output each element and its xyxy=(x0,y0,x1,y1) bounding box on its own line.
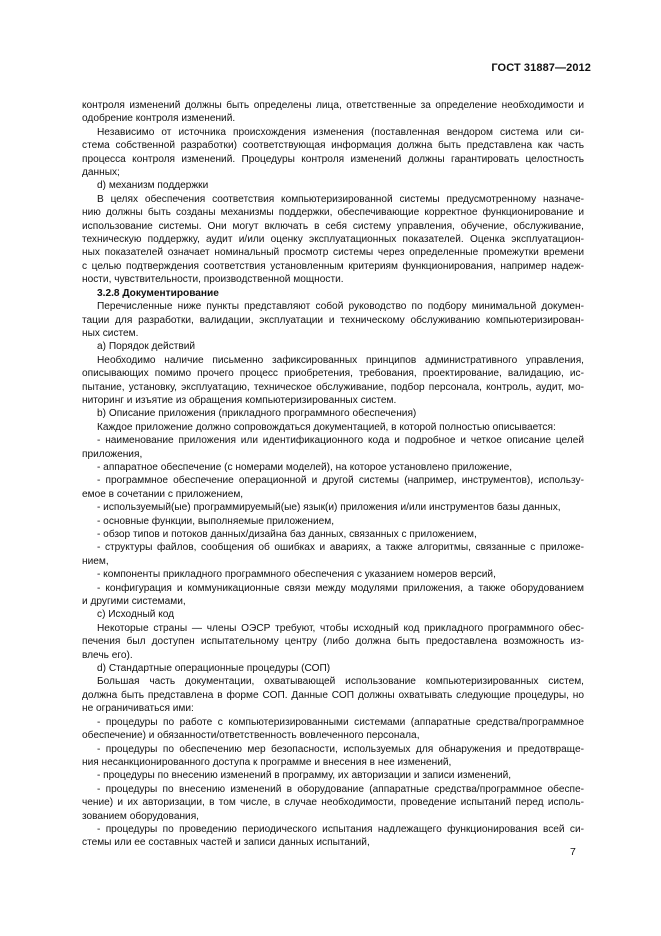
text-line: Перечисленные ниже пункты представляют собой руководство по подбору минимальной докумен- xyxy=(97,301,584,313)
text-line: - процедуры по проведению периодического испытания надлежащего функционирования всей си- xyxy=(97,823,584,835)
text-line: приложения, xyxy=(82,448,143,460)
list-heading: d) механизм поддержки xyxy=(97,180,209,192)
text-line: ния несанкционированного доступа к программе и внесения в нее изменений, xyxy=(82,756,452,768)
text-line: пытание, установку, эксплуатацию, техническое обслуживание, подбор персонала, контроль, аудит, мо- xyxy=(82,381,584,393)
text-line: - процедуры по внесению изменений в программу, их авторизации и записи изменений, xyxy=(97,770,512,782)
text-line: Большая часть документации, охватывающей использование компьютеризированных систем, xyxy=(97,676,584,688)
list-heading: a) Порядок действий xyxy=(97,341,196,353)
text-line: - используемый(ые) программируемый(ые) язык(и) приложения и/или инструментов базы данных, xyxy=(97,502,561,514)
text-line: стемы или ее составных частей и записи данных испытаний, xyxy=(82,837,370,849)
text-line: и другими системами, xyxy=(82,596,186,608)
text-line: ниторинг и изъятие из обращения компьютеризированных систем. xyxy=(82,394,397,406)
text-line: - обзор типов и потоков данных/дизайна баз данных, связанных с приложением, xyxy=(97,529,477,540)
text-line: данных; xyxy=(82,167,120,179)
text-line: - наименование приложения или идентификационного кода и подробное и четкое описание целей xyxy=(97,435,584,447)
text-line: одобрение контроля изменений. xyxy=(82,113,236,125)
text-line: ности, чувствительности, производственной мощности. xyxy=(82,274,344,286)
text-line: тации для разработки, валидации, эксплуатации и техническому обслуживанию компьютеризирован- xyxy=(82,314,584,326)
text-line: - компоненты прикладного программного обеспечения с указанием номеров версий, xyxy=(97,569,496,581)
text-line: чение) и их авторизации, в том числе, в случае необходимости, проведение испытаний перед исполь- xyxy=(82,797,584,809)
text-line: Каждое приложение должно сопровождаться документацией, в которой полностью описывается: xyxy=(97,421,556,433)
text-line: не ограничиваться ими: xyxy=(82,703,194,715)
list-heading: b) Описание приложения (прикладного программного обеспечения) xyxy=(97,408,417,420)
text-line: влечь его). xyxy=(82,649,133,661)
list-heading: c) Исходный код xyxy=(97,609,175,621)
text-line: обеспечение) и обязанности/ответственность вовлеченного персонала, xyxy=(82,730,420,742)
text-line: - конфигурация и коммуникационные связи между модулями приложения, а также оборудованием xyxy=(97,582,584,594)
text-line: должна быть представлена в форме СОП. Данные СОП должны охватывать следующие процедуры, но xyxy=(82,689,584,701)
text-line: процесса контроля изменений. Процедуры контроля изменений должны гарантировать целостность xyxy=(82,153,584,165)
text-line: - программное обеспечение операционной и другой системы (например, инструментов), использу- xyxy=(97,475,584,487)
text-line: зованием оборудования, xyxy=(82,810,199,822)
text-line: - аппаратное обеспечение (с номерами моделей), на которое установлено приложение, xyxy=(97,461,513,473)
text-line: с целью подтверждения соответствия установленным критериям функционирования, например надеж- xyxy=(82,260,584,272)
text-line: - процедуры по обеспечению мер безопасности, используемых для обнаружения и предотвраще- xyxy=(97,743,584,755)
text-line: контроля изменений должны быть определены лица, ответственные за определение необходимости и xyxy=(82,100,584,111)
text-line: Необходимо наличие письменно зафиксированных принципов административного управления, xyxy=(97,354,584,366)
text-line: - процедуры по внесению изменений в оборудование (аппаратные средства/программное обеспе- xyxy=(97,783,584,795)
text-line: использование системы. Они могут включать в себя систему управления, обучение, обслуживание, xyxy=(82,220,584,232)
section-heading: 3.2.8 Документирование xyxy=(97,287,219,299)
text-line: - основные функции, выполняемые приложением, xyxy=(97,515,335,527)
text-line: емое в сочетании с приложением, xyxy=(82,488,244,500)
text-line: нию должны быть созданы механизмы поддержки, обеспечивающие корректное функционирование и xyxy=(82,207,584,219)
text-line: печения был доступен испытательному центру (либо должна быть предоставлена возможность из- xyxy=(82,636,584,648)
page-number: 7 xyxy=(570,846,576,858)
text-line: Независимо от источника происхождения изменения (поставленная вендором система или си- xyxy=(97,126,584,138)
text-line: нием, xyxy=(82,555,109,567)
text-line: В целях обеспечения соответствия компьютеризированной системы предусмотренному назначе- xyxy=(97,193,584,205)
text-line: - процедуры по работе с компьютеризированными системами (аппаратные средства/программное xyxy=(97,716,584,728)
text-line: стема собственной разработки) соответствующая информация должна быть представлена как часть xyxy=(82,140,584,152)
text-line: - структуры файлов, сообщения об ошибках и авариях, а также алгоритмы, связанные с приложе- xyxy=(97,542,584,554)
list-heading: d) Стандартные операционные процедуры (СОП) xyxy=(97,663,331,675)
body-text xyxy=(82,99,584,850)
text-line: описывающих помимо прочего процесс приобретения, требования, проектирование, валидацию, ис- xyxy=(82,368,584,380)
text-line: техническую поддержку, аудит и/или оценку эксплуатационных показателей. Оценка эксплуатацион- xyxy=(82,234,584,246)
text-line: ных систем. xyxy=(82,327,139,339)
text-line: ных показателей означает номинальный просмотр системы через определенные промежутки времени xyxy=(82,247,584,259)
document-header: ГОСТ 31887—2012 xyxy=(491,62,591,74)
text-line: Некоторые страны — члены ОЭСР требуют, чтобы исходный код прикладного программного обес- xyxy=(97,622,584,634)
